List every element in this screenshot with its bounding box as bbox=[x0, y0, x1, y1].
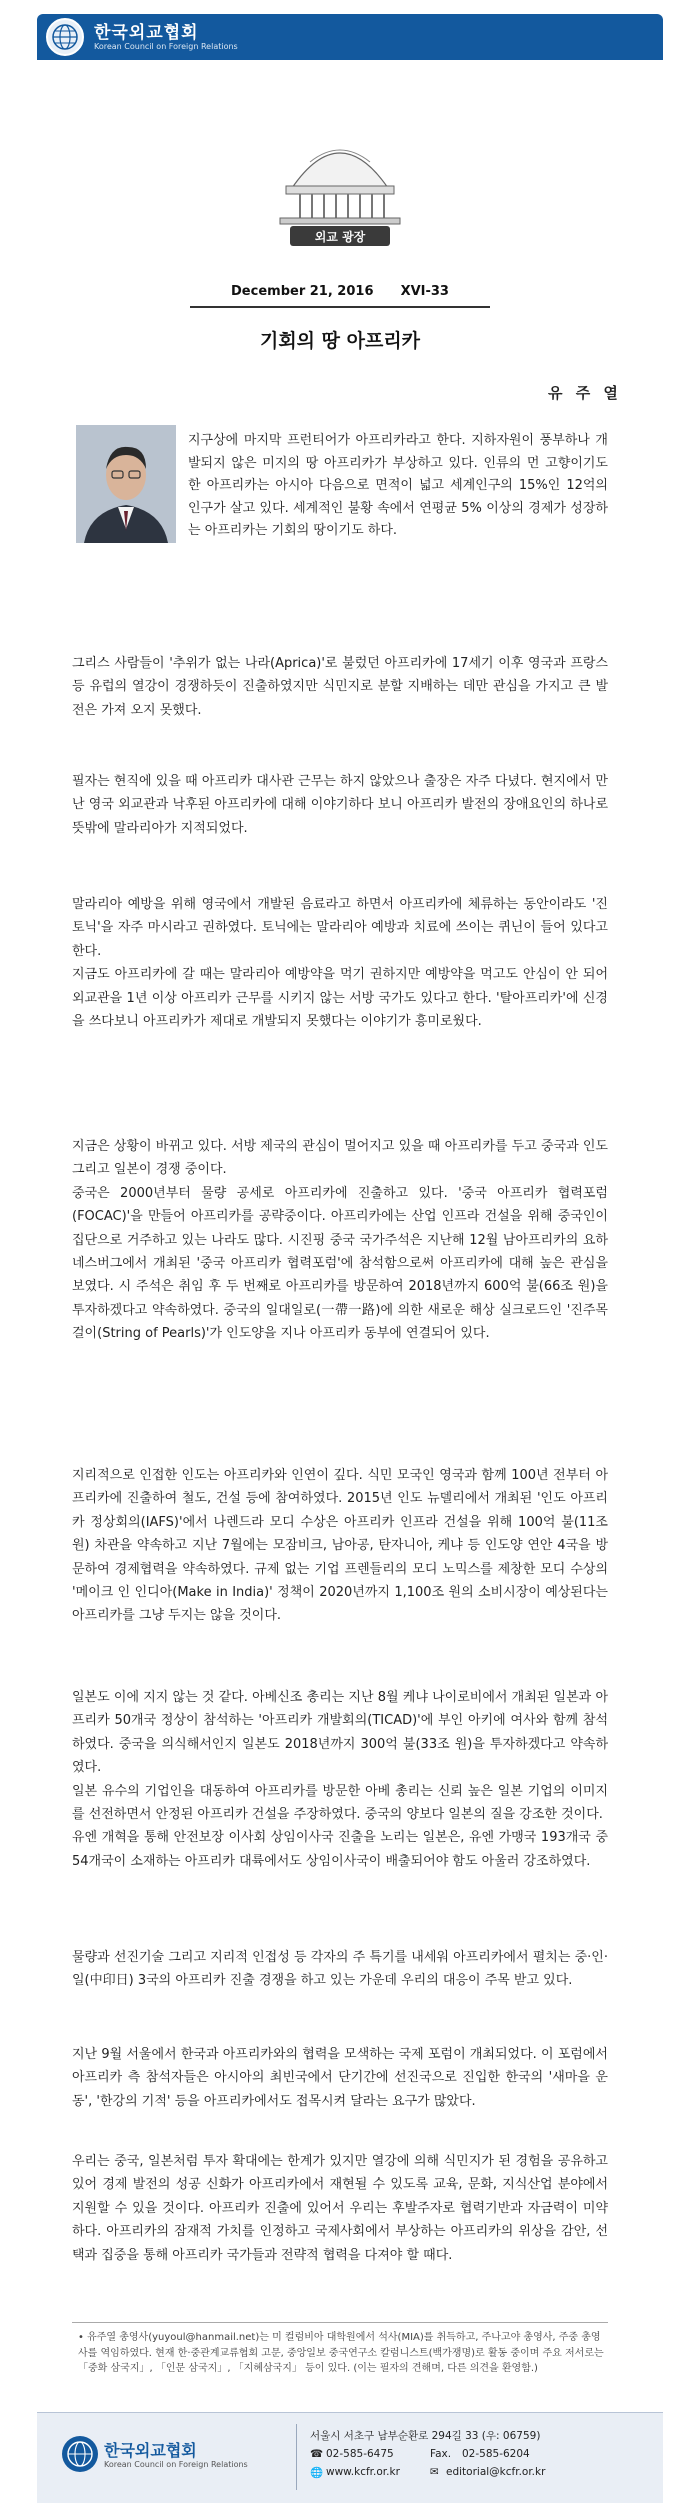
author-portrait-icon bbox=[76, 425, 176, 543]
phone-icon: ☎ bbox=[310, 2448, 324, 2460]
article-intro: 지구상에 마지막 프런티어가 아프리카라고 한다. 지하자원이 풍부하나 개발되지 않은 미지의 땅 아프리카가 부상하고 있다. 인류의 먼 고향이기도 한 아프리카는 아시아 다음으로 면적이 넓고 세계인구의 15%인 12억의 인구가 살고 있다. 세계적인 불황 속에서 연평균 5% 이상의 경제가 성장하는 아프리카는 기회의 땅이기도 하다. bbox=[188, 433, 608, 538]
emblem-label: 외교 광장 bbox=[314, 230, 366, 244]
email-icon: ✉ bbox=[430, 2466, 439, 2478]
diplomacy-plaza-emblem bbox=[240, 118, 440, 248]
globe-logo-icon bbox=[46, 18, 84, 56]
article-title: 기회의 땅 아프리카 bbox=[259, 330, 421, 352]
article-paragraph-5: 지리적으로 인접한 인도는 아프리카와 인연이 깊다. 식민 모국인 영국과 함께 100년 전부터 아프리카에 진출하여 철도, 건설 등에 참여하였다. 2015년 인도 뉴델리에서 개최된 '인도 아프리카 정상회의(IAFS)'에서 나렌드라 모디 수상은 아프리카 인프라 건설을 위해 100억 불(11조 원) 차관을 약속하고 지난 7월에는 모잠비크, 남아공, 탄자니아, 케냐 등 인도양 연안 4국을 방문하여 경제협력을 약속하였다. 규제 없는 기업 프렌들리의 모디 노믹스를 제창한 모디 수상의 '메이크 인 인디아(Make in India)' 정책이 2020년까지 1,100조 원의 소비시장이 예상된다는 아프리카를 그냥 두지는 않을 것이다. bbox=[72, 1468, 608, 1624]
article-paragraph-8: 지난 9월 서울에서 한국과 아프리카와의 협력을 모색하는 국제 포럼이 개최되었다. 이 포럼에서 아프리카 측 참석자들은 아시아의 최빈국에서 단기간에 선진국으로 진입한 한국의 '새마을 운동', '한강의 기적' 등을 아프리카에서도 접목시켜 달라는 요구가 많았다. bbox=[72, 2047, 608, 2109]
fax-label: Fax. bbox=[430, 2448, 452, 2460]
footnote-divider bbox=[72, 2322, 608, 2323]
article-paragraph-2: 필자는 현직에 있을 때 아프리카 대사관 근무는 하지 않았으나 출장은 자주 다녔다. 현지에서 만난 영국 외교관과 낙후된 아프리카에 대해 이야기하다 보니 아프리카 발전의 장애요인의 하나로 뜻밖에 말라리아가 지적되었다. bbox=[72, 774, 608, 836]
org-name-en: Korean Council on Foreign Relations bbox=[94, 42, 238, 51]
issue-date: December 21, 2016 bbox=[231, 284, 374, 299]
footer-org-name-ko: 한국외교협회 bbox=[104, 2441, 197, 2460]
pavilion-icon bbox=[240, 118, 440, 248]
article-paragraph-9: 우리는 중국, 일본처럼 투자 확대에는 한계가 있지만 열강에 의해 식민지가 된 경험을 공유하고 있어 경제 발전의 성공 신화가 아프리카에서 재현될 수 있도록 교육, 문화, 지식산업 분야에서 지원할 수 있을 것이다. 아프리카 진출에 있어서 우리는 후발주자로 협력기반과 자금력이 미약하다. 아프리카의 잠재적 가치를 인정하고 국제사회에서 부상하는 아프리카의 위상을 감안, 선택과 집중을 통해 아프리카 국가들과 전략적 협력을 다져야 할 때다. bbox=[72, 2154, 608, 2263]
org-name-ko: 한국외교협회 bbox=[94, 23, 199, 43]
footer-fax: 02-585-6204 bbox=[462, 2448, 530, 2460]
footer-contact-row bbox=[310, 2448, 610, 2462]
issue-number: XVI-33 bbox=[400, 284, 449, 299]
article-paragraph-1: 그리스 사람들이 '추위가 없는 나라(Aprica)'로 불렀던 아프리카에 17세기 이후 영국과 프랑스 등 유럽의 열강이 경쟁하듯이 진출하였지만 식민지로 분할 지배하는 데만 관심을 가지고 큰 발전은 가져 오지 못했다. bbox=[72, 656, 608, 718]
issue-date-line bbox=[0, 284, 680, 299]
footer-website-link[interactable]: www.kcfr.or.kr bbox=[326, 2466, 400, 2478]
footer-email-link[interactable]: editorial@kcfr.or.kr bbox=[446, 2466, 546, 2478]
footer-web-row bbox=[310, 2466, 610, 2480]
footer-divider bbox=[296, 2424, 297, 2490]
article-author: 유 주 열 bbox=[548, 384, 622, 402]
footer-address: 서울시 서초구 남부순환로 294길 33 (우: 06759) bbox=[310, 2430, 541, 2442]
article-paragraph-4: 지금은 상황이 바뀌고 있다. 서방 제국의 관심이 멀어지고 있을 때 아프리카를 두고 중국과 인도 그리고 일본이 경쟁 중이다. 중국은 2000년부터 물량 공세로 아프리카에 진출하고 있다. '중국 아프리카 협력포럼(FOCAC)'을 만들어 아프리카를 공략중이다. 아프리카에는 산업 인프라 건설을 위해 중국인이 집단으로 거주하고 있는 나라도 많다. 시진핑 중국 국가주석은 지난해 12월 남아프리카의 요하네스버그에서 개최된 '중국 아프리카 협력포럼'에 참석함으로써 아프리카에 대해 높은 관심을 보였다. 시 주석은 취임 후 두 번째로 아프리카를 방문하여 2018년까지 600억 불(66조 원)을 투자하겠다고 약속하였다. 중국의 일대일로(一帶一路)에 의한 새로운 해상 실크로드인 '진주목걸이(String of Pearls)'가 인도양을 지나 아프리카 동부에 연결되어 있다. bbox=[72, 1139, 608, 1342]
author-photo bbox=[76, 425, 176, 543]
article-paragraph-7: 물량과 선진기술 그리고 지리적 인접성 등 각자의 주 특기를 내세워 아프리카에서 펼치는 중·인·일(中印日) 3국의 아프리카 진출 경쟁을 하고 있는 가운데 우리의 대응이 주목 받고 있다. bbox=[72, 1950, 608, 1989]
footer-globe-logo-icon bbox=[62, 2436, 98, 2472]
title-divider bbox=[190, 306, 490, 308]
web-icon: 🌐 bbox=[310, 2467, 324, 2479]
article-paragraph-6: 일본도 이에 지지 않는 것 같다. 아베신조 총리는 지난 8월 케냐 나이로비에서 개최된 일본과 아프리카 50개국 정상이 참석하는 '아프리카 개발회의(TICAD)'에 부인 아키에 여사와 함께 참석하였다. 중국을 의식해서인지 일본도 2018년까지 300억 불(33조 원)을 투자하겠다고 약속하였다. 일본 유수의 기업인을 대동하여 아프리카를 방문한 아베 총리는 신뢰 높은 일본 기업의 이미지를 선전하면서 안정된 아프리카 건설을 주장하였다. 중국의 양보다 일본의 질을 강조한 것이다. 유엔 개혁을 통해 안전보장 이사회 상임이사국 진출을 노리는 일본은, 유엔 가맹국 193개국 중 54개국이 소재하는 아프리카 대륙에서도 상임이사국이 배출되어야 함도 아울러 강조하였다. bbox=[72, 1690, 608, 1869]
article-paragraph-3: 말라리아 예방을 위해 영국에서 개발된 음료라고 하면서 아프리카에 체류하는 동안이라도 '진 토닉'을 자주 마시라고 권하였다. 토닉에는 말라리아 예방과 치료에 쓰이는 퀴닌이 들어 있다고 한다. 지금도 아프리카에 갈 때는 말라리아 예방약을 먹기 권하지만 예방약을 먹고도 안심이 안 되어 외교관을 1년 이상 아프리카 근무를 시키지 않는 서방 국가도 있다고 한다. '탈아프리카'에 신경을 쓰다보니 아프리카가 제대로 개발되지 못했다는 이야기가 흥미로웠다. bbox=[72, 897, 608, 1030]
footer-tel[interactable]: 02-585-6475 bbox=[326, 2448, 394, 2460]
footer-org-name-en: Korean Council on Foreign Relations bbox=[104, 2460, 248, 2469]
author-footnote: • 유주열 총영사(yuyoul@hanmail.net)는 미 컬럼비아 대학원에서 석사(MIA)를 취득하고, 주나고야 총영사, 주중 총영사를 역임하였다. 현재 한·중관계교류협회 고문, 중앙일보 중국연구소 칼럼니스트(백가쟁명)로 활동 중이며 주요 저서로는 「중화 삼국지」, 「인문 삼국지」, 「지혜삼국지」 등이 있다. (이는 필자의 견해며, 다른 의견을 환영함.) bbox=[78, 2332, 604, 2374]
